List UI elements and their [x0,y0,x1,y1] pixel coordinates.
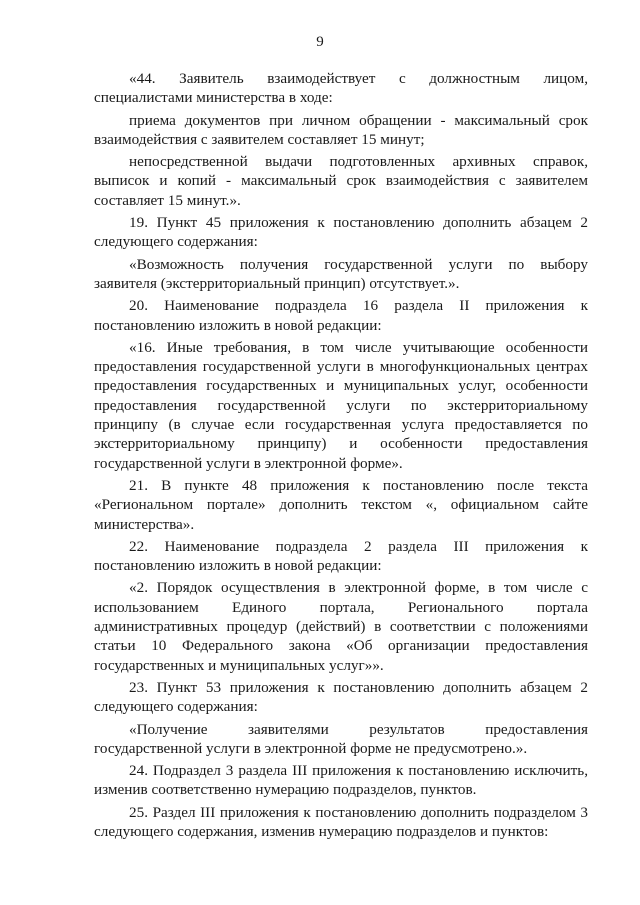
paragraph-item-23: 23. Пункт 53 приложения к постановлению дополнить абзацем 2 следующего содержания: [94,678,588,716]
paragraph-item-20: 20. Наименование подраздела 16 раздела II приложения к постановлению изложить в новой редакции: [94,297,588,334]
paragraph-item-44: «44. Заявитель взаимодействует с должностным лицом, специалистами министерства в ходе: [94,70,588,107]
paragraph-item-19: 19. Пункт 45 приложения к постановлению дополнить абзацем 2 следующего содержания: [94,214,588,251]
paragraph-item-24: 24. Подраздел 3 раздела III приложения к постановлению исключить, изменив соответственно нумерацию подразделов, пунктов. [94,762,588,799]
paragraph-document-issuance: непосредственной выдачи подготовленных архивных справок, выписок и копий - максимальный срок взаимодействия с заявителем составляет 15 минут.». [94,153,588,209]
paragraph-item-22: 22. Наименование подраздела 2 раздела III приложения к постановлению изложить в новой редакции: [94,537,588,575]
paragraph-document-reception: приема документов при личном обращении - максимальный срок взаимодействия с заявителем составляет 15 минут; [94,111,588,148]
page-number: 9 [316,34,324,50]
paragraph-item-25: 25. Раздел III приложения к постановлению дополнить подразделом 3 следующего содержания, изменив нумерацию подразделов и пунктов: [94,803,588,840]
paragraph-electronic-result-quote: «Получение заявителями результатов предоставления государственной услуги в электронной форме не предусмотрено.». [94,720,588,757]
paragraph-subsection-16-title: «16. Иные требования, в том числе учитывающие особенности предоставления государственной услуги в многофункциональных центрах предоставления государственных и муниципальных услуг, особенности предоставления государственной услуги по экстерриториальному принципу (в случае если государственная услуга предоставляется по экстерриториальному принципу) и особенности предоставления государственной услуги в электронной форме». [94,338,588,472]
paragraph-subsection-2-title: «2. Порядок осуществления в электронной форме, в том числе с использованием Единого портала, Регионального портала административных процедур (действий) в соответствии с положениями статьи 10 Федерального закона «Об организации предоставления государственных и муниципальных услуг»». [94,579,588,674]
paragraph-extraterritorial-quote: «Возможность получения государственной услуги по выбору заявителя (экстерриториальный принцип) отсутствует.». [94,255,588,292]
paragraph-item-21: 21. В пункте 48 приложения к постановлению после текста «Региональном портале» дополнить текстом «, официальном сайте министерства». [94,476,588,533]
document-body [94,69,588,844]
